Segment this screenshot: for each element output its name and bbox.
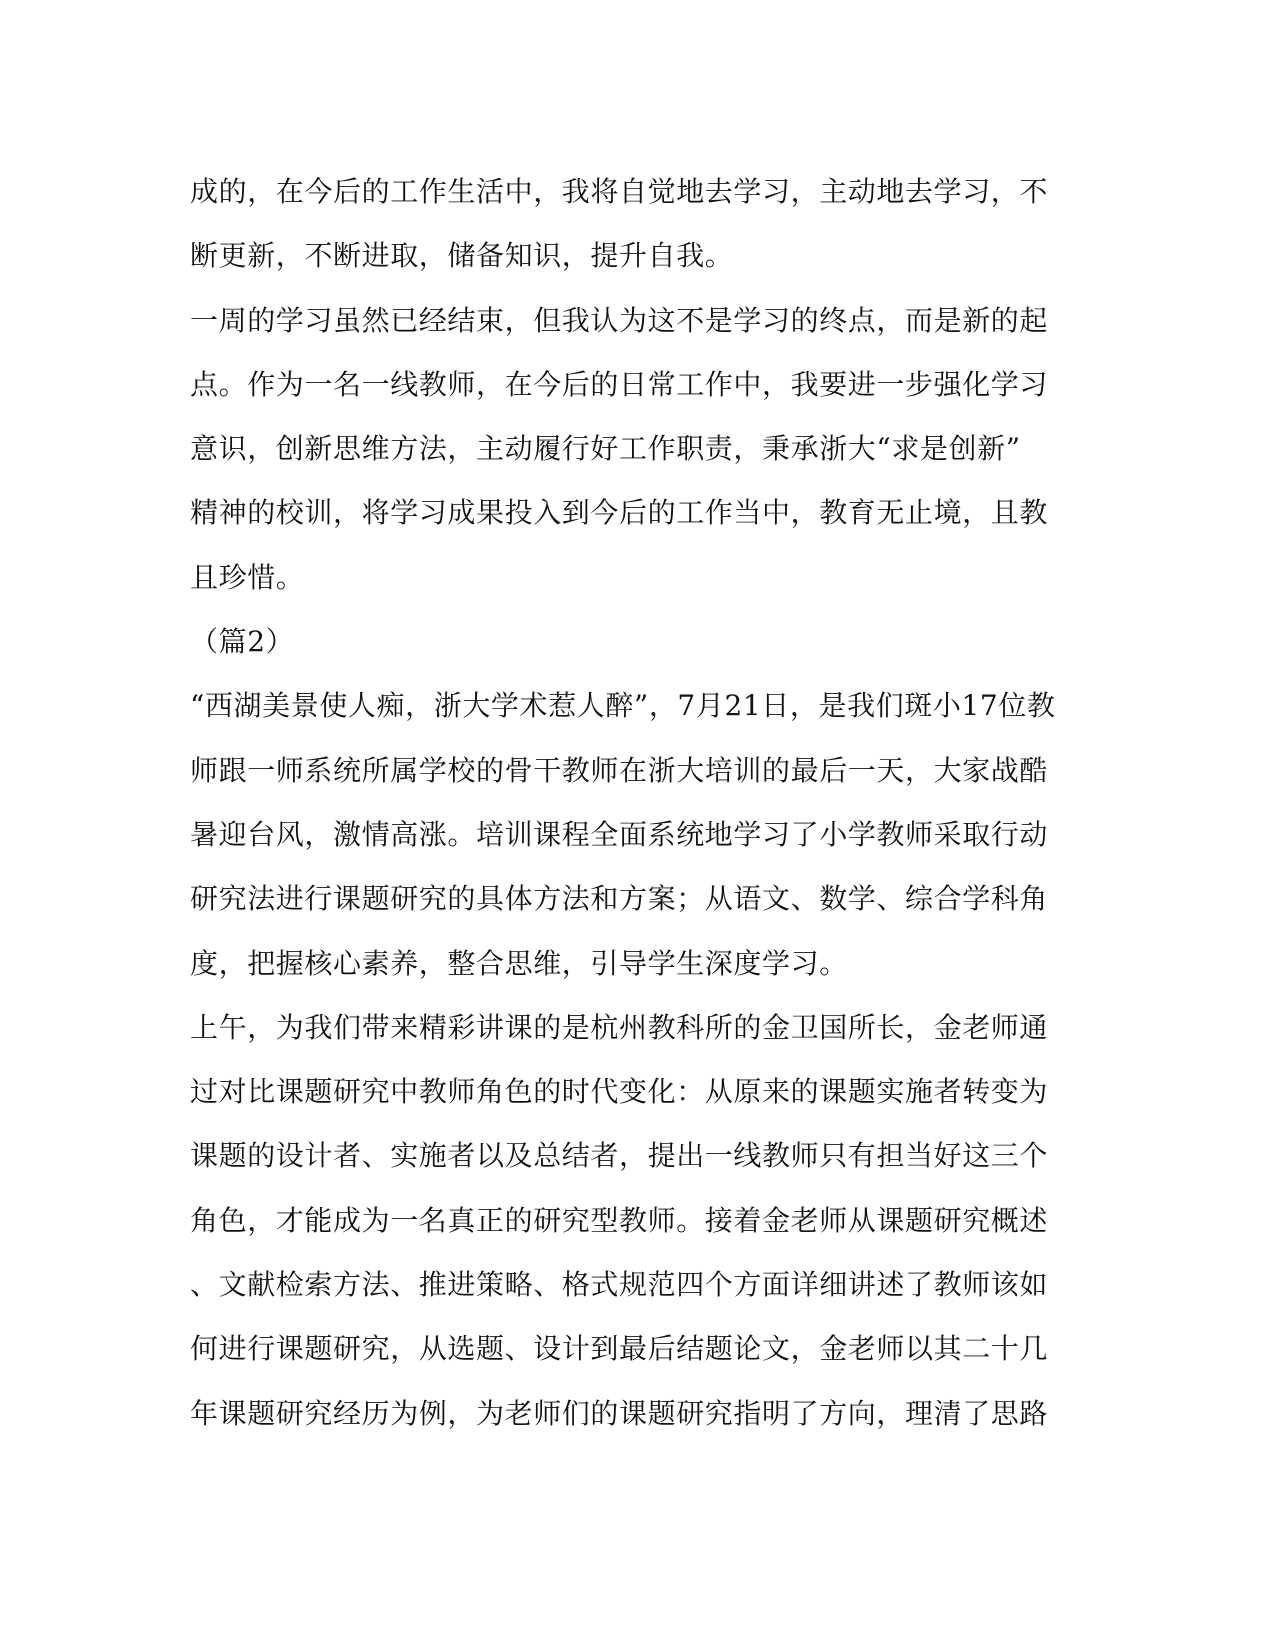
text-line: 年课题研究经历为例，为老师们的课题研究指明了方向，理清了思路 (190, 1396, 1049, 1430)
document-body (190, 160, 1070, 1446)
text-line: 成的，在今后的工作生活中，我将自觉地去学习，主动地去学习，不 (190, 175, 1049, 208)
text-line: 过对比课题研究中教师角色的时代变化：从原来的课题实施者转变为 (190, 1075, 1049, 1109)
text-line: 且珍惜。 (190, 560, 305, 594)
text-line: 研究法进行课题研究的具体方法和方案；从语文、数学、综合学科角 (190, 882, 1049, 916)
text-line: 、文献检索方法、推进策略、格式规范四个方面详细讲述了教师该如 (190, 1268, 1049, 1302)
text-line: “西湖美景使人痴，浙大学术惹人醉”，7月21日，是我们斑小17位教 (190, 689, 1056, 723)
text-line: 师跟一师系统所属学校的骨干教师在浙大培训的最后一天，大家战酷 (190, 753, 1049, 787)
text-line: 点。作为一名一线教师，在今后的日常工作中，我要进一步强化学习 (190, 367, 1049, 401)
text-line: 角色，才能成为一名真正的研究型教师。接着金老师从课题研究概述 (190, 1203, 1049, 1237)
text-line: 度，把握核心素养，整合思维，引导学生深度学习。 (190, 946, 848, 980)
section-heading: （篇2） (190, 625, 295, 659)
text-line: 精神的校训，将学习成果投入到今后的工作当中，教育无止境，且教 (190, 496, 1049, 530)
text-line: 上午，为我们带来精彩讲课的是杭州教科所的金卫国所长，金老师通 (190, 1010, 1049, 1044)
text-line: 暑迎台风，激情高涨。培训课程全面系统地学习了小学教师采取行动 (190, 817, 1049, 851)
text-line: 课题的设计者、实施者以及总结者，提出一线教师只有担当好这三个 (190, 1139, 1049, 1173)
text-line: 一周的学习虽然已经结束，但我认为这不是学习的终点，而是新的起 (190, 303, 1049, 337)
text-line: 断更新，不断进取，储备知识，提升自我。 (190, 239, 734, 273)
text-line: 意识，创新思维方法，主动履行好工作职责，秉承浙大“求是创新” (190, 432, 1021, 466)
text-line: 何进行课题研究，从选题、设计到最后结题论文，金老师以其二十几 (190, 1332, 1049, 1366)
